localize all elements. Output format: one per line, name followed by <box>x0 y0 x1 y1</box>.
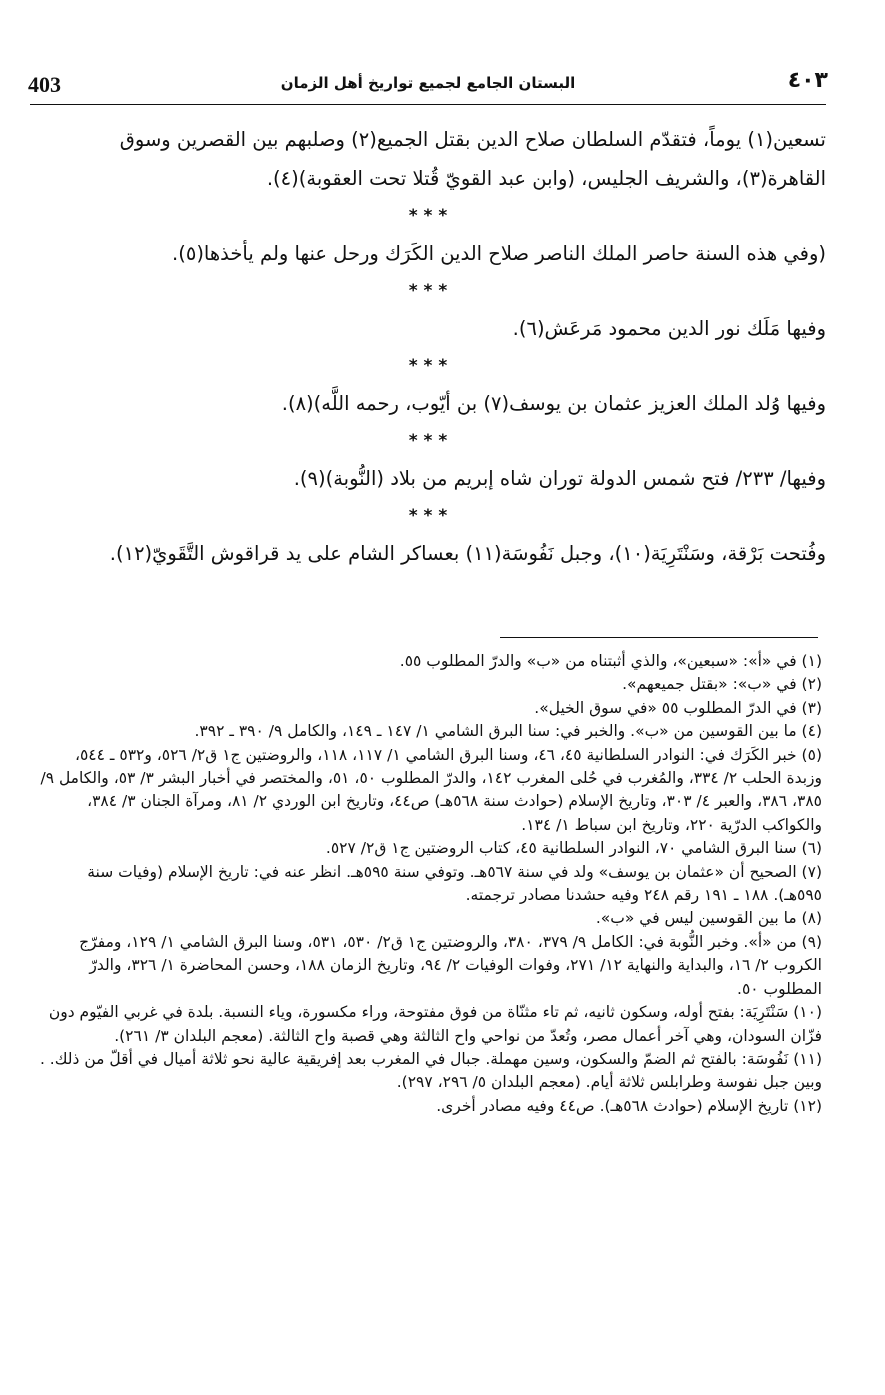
footnote: (٨) ما بين القوسين ليس في «ب». <box>595 909 822 928</box>
footnote: (١) في «أ»: «سبعين»، والذي أثبتناه من «ب» والدرّ المطلوب ٥٥. <box>399 652 822 670</box>
page-number-latin: 403 <box>28 72 61 97</box>
paragraph-4: وفيها وُلد الملك العزيز عثمان بن يوسف(٧) بن أيّوب، رحمه اللَّه)(٨). <box>281 392 826 415</box>
footnote: (٦) سنا البرق الشامي ٧٠، النوادر السلطانية ٤٥، كتاب الروضتين ج١ ق٢/ ٥٢٧. <box>325 839 822 858</box>
footnote: (٤) ما بين القوسين من «ب». والخبر في: سنا البرق الشامي ١/ ١٤٧ ـ ١٤٩، والكامل ٩/ ٣٩٠ ـ ٣٩٢. <box>194 722 822 741</box>
section-separator: * * * <box>408 281 448 301</box>
footnote: (٩) من «أ». وخبر النُّوبة في: الكامل ٩/ ٣٧٩، ٣٨٠، والروضتين ج١ ق٢/ ٥٣٠، ٥٣١، وسنا البرق الشامي ١/ ١٢٩، ومفرّج الكروب ٢/ ١٦، والبداية والنهاية ١٢/ ٢٧١، وفوات الوفيات ٢/ ٩٤، وتاريخ الزمان ١٨٨، وحسن المحاضرة ١/ ٣٢٦، والدرّ المطلوب ٥٠. <box>79 932 822 998</box>
section-separator: * * * <box>408 506 448 526</box>
section-separator: * * * <box>408 206 448 226</box>
paragraph-6: وفُتحت بَرْقة، وسَنْتَرِيَة(١٠)، وجبل نَفُوسَة(١١) بعساكر الشام على يد قراقوش التَّقَويّ(١٢). <box>109 542 826 565</box>
footnote: (١٠) سَنْتَرِيَة: بفتح أوله، وسكون ثانيه، ثم تاء مثنّاة من فوق مفتوحة، وراء مكسورة، وياء النسبة. بلدة في غربي الفيّوم دون فزّان السودان، وهي آخر أعمال مصر، وتُعدّ من نواحي واح الثالثة وهي قصبة واح الثالثة. (معجم البلدان ٣/ ٢٦١). <box>48 1003 822 1045</box>
paragraph-3: وفيها مَلَك نور الدين محمود مَرعَش(٦). <box>512 317 826 340</box>
footnote: (٥) خبر الكَرَك في: النوادر السلطانية ٤٥، ٤٦، وسنا البرق الشامي ١/ ١١٧، ١١٨، والروضتين ج١ ق٢/ ٥٢٦، و٥٣٢ ـ ٥٤٤، وزبدة الحلب ٢/ ٣٣٤، والمُغرب في حُلى المغرب ١٤٢، والدرّ المطلوب ٥٠، ٥١، والمختصر في أخبار البشر ٣/ ٥٣، والكامل ٩/ ٣٨٥، ٣٨٦، والعبر ٤/ ٣٠٣، وتاريخ الإسلام (حوادث سنة ٥٦٨هـ) ص٤٤، وتاريخ ابن الوردي ٢/ ٨١، ومرآة الجنان ٣/ ٣٨٤، والكواكب الدرّية ٢٢٠، وتاريخ ابن سباط ١/ ١٣٤. <box>40 745 822 834</box>
footnote: (٧) الصحيح أن «عثمان بن يوسف» ولد في سنة ٥٦٧هـ. وتوفي سنة ٥٩٥هـ. انظر عنه في: تاريخ الإسلام (وفيات سنة ٥٩٥هـ). ١٨٨ ـ ١٩١ رقم ٢٤٨ وفيه حشدنا مصادر ترجمته. <box>87 862 822 905</box>
footnote: (٣) في الدرّ المطلوب ٥٥ «في سوق الخيل». <box>534 698 822 717</box>
footnote: (٢) في «ب»: «بقتل جميعهم». <box>622 675 822 694</box>
section-separator: * * * <box>408 356 448 376</box>
footnote-rule <box>500 637 818 638</box>
running-title: البستان الجامع لجميع تواريخ أهل الزمان <box>280 74 576 92</box>
paragraph-1: تسعين(١) يوماً، فتقدّم السلطان صلاح الدين بقتل الجميع(٢) وصلبهم بين القصرين وسوق القاهرة(٣)، والشريف الجليس، (وابن عبد القويّ قُتلا تحت العقوبة)(٤). <box>119 128 826 190</box>
footnotes <box>36 650 822 1118</box>
footnote: (١١) نَفُوسَة: بالفتح ثم الضمّ والسكون، وسين مهملة. جبال في المغرب بعد إفريقية عالية نحو ثلاثة أميال في أقلّ من ذلك. . وبين جبل نفوسة وطرابلس ثلاثة أيام. (معجم البلدان ٥/ ٢٩٦، ٢٩٧). <box>39 1049 822 1092</box>
paragraph-2: (وفي هذه السنة حاصر الملك الناصر صلاح الدين الكَرَك ورحل عنها ولم يأخذها(٥). <box>172 242 826 265</box>
paragraph-5: وفيها/ ٢٣٣/ فتح شمس الدولة توران شاه إبريم من بلاد (النُّوبة)(٩). <box>293 467 826 490</box>
footnote: (١٢) تاريخ الإسلام (حوادث ٥٦٨هـ). ص٤٤ وفيه مصادر أخرى. <box>436 1096 822 1115</box>
page-number-arabic: ٤٠٣ <box>787 68 828 93</box>
page-header <box>28 62 828 102</box>
section-separator: * * * <box>408 431 448 451</box>
header-rule <box>30 104 826 105</box>
main-text <box>30 120 826 573</box>
